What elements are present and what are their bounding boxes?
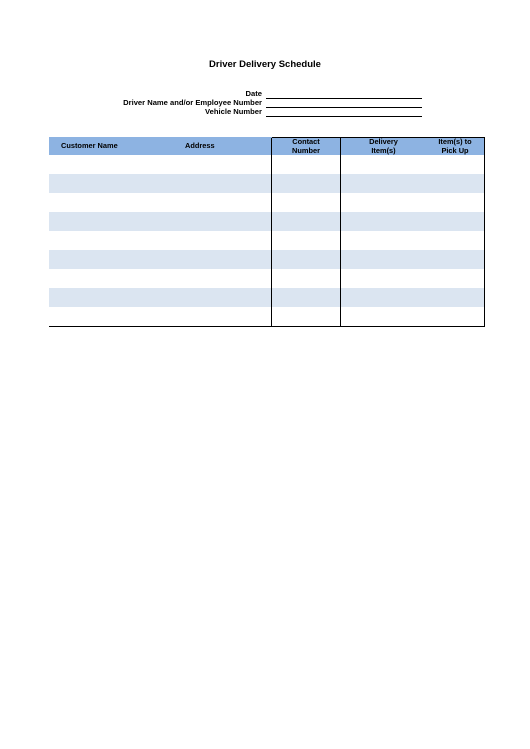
table-row [49,269,485,288]
cell-customer-name[interactable] [49,231,169,250]
header-address [169,138,272,156]
table-row [49,231,485,250]
vehicle-input-line[interactable] [266,116,422,117]
form-title: Driver Delivery Schedule [209,59,321,70]
cell-contact-number[interactable] [272,193,341,212]
cell-delivery-items[interactable] [341,212,427,231]
table-row [49,174,485,193]
cell-contact-number[interactable] [272,269,341,288]
cell-customer-name[interactable] [49,269,169,288]
vehicle-field [0,107,530,117]
header-pickup-line2: Pick Up [441,145,469,155]
cell-customer-name[interactable] [49,174,169,193]
cell-pickup-items[interactable] [426,269,485,288]
cell-customer-name[interactable] [49,250,169,269]
header-pickup-line1: Item(s) to [438,137,472,147]
cell-address[interactable] [169,155,272,174]
cell-address[interactable] [169,307,272,327]
cell-customer-name[interactable] [49,155,169,174]
cell-delivery-items[interactable] [341,174,427,193]
cell-address[interactable] [169,174,272,193]
cell-address[interactable] [169,212,272,231]
table-row [49,307,485,327]
cell-pickup-items[interactable] [426,212,485,231]
header-customer-name [49,138,169,156]
driver-label: Driver Name and/or Employee Number [123,98,262,107]
table-row [49,288,485,307]
cell-address[interactable] [169,250,272,269]
cell-delivery-items[interactable] [341,288,427,307]
delivery-schedule-table [49,137,485,327]
cell-contact-number[interactable] [272,288,341,307]
cell-delivery-items[interactable] [341,250,427,269]
cell-contact-number[interactable] [272,212,341,231]
table-row [49,155,485,174]
cell-delivery-items[interactable] [341,155,427,174]
cell-pickup-items[interactable] [426,231,485,250]
header-delivery-line1: Delivery [369,137,398,147]
cell-customer-name[interactable] [49,288,169,307]
cell-contact-number[interactable] [272,174,341,193]
table-row [49,193,485,212]
cell-address[interactable] [169,288,272,307]
cell-pickup-items[interactable] [426,250,485,269]
cell-address[interactable] [169,231,272,250]
cell-delivery-items[interactable] [341,231,427,250]
header-customer-name-text: Customer Name [61,141,118,151]
cell-pickup-items[interactable] [426,288,485,307]
vehicle-label: Vehicle Number [205,107,262,116]
header-address-text: Address [185,141,215,151]
cell-contact-number[interactable] [272,307,341,327]
cell-pickup-items[interactable] [426,307,485,327]
header-contact-line2: Number [292,145,320,155]
date-label: Date [245,89,262,98]
cell-pickup-items[interactable] [426,174,485,193]
table-header-row [49,138,485,156]
cell-customer-name[interactable] [49,307,169,327]
cell-pickup-items[interactable] [426,155,485,174]
cell-address[interactable] [169,193,272,212]
cell-delivery-items[interactable] [341,269,427,288]
cell-customer-name[interactable] [49,212,169,231]
table-row [49,250,485,269]
cell-pickup-items[interactable] [426,193,485,212]
cell-delivery-items[interactable] [341,307,427,327]
cell-contact-number[interactable] [272,250,341,269]
header-contact-number [272,138,341,156]
header-contact-line1: Contact [292,137,320,147]
header-pickup-items [426,138,485,156]
table-row [49,212,485,231]
cell-address[interactable] [169,269,272,288]
cell-delivery-items[interactable] [341,193,427,212]
header-delivery-items [341,138,427,156]
cell-contact-number[interactable] [272,155,341,174]
cell-customer-name[interactable] [49,193,169,212]
cell-contact-number[interactable] [272,231,341,250]
header-delivery-line2: Item(s) [371,145,396,155]
